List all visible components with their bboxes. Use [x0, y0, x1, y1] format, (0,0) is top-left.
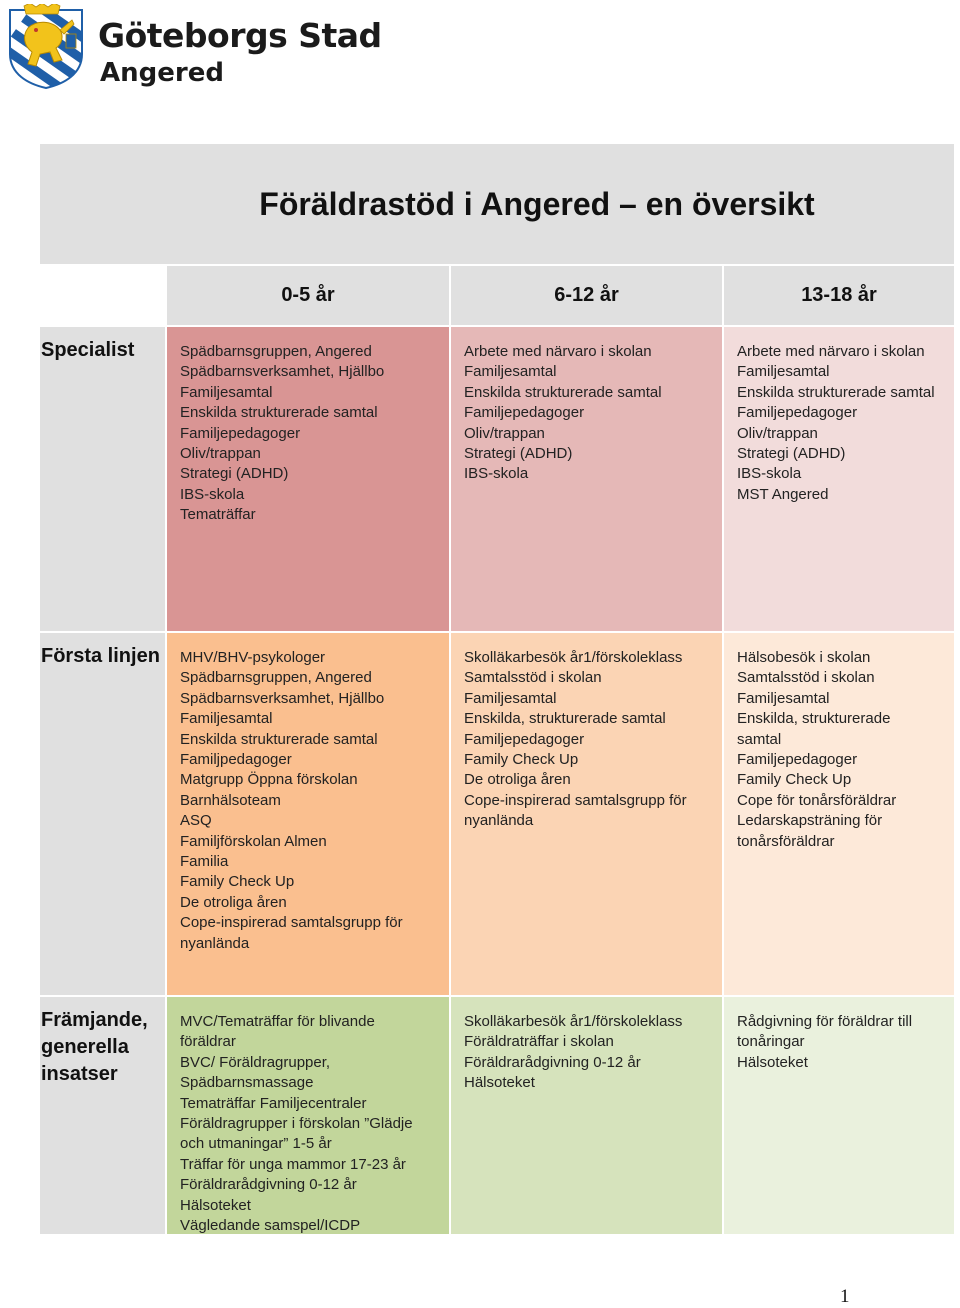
cell-forsta-linjen-6-12	[451, 633, 722, 995]
cell-forsta-linjen-13-18	[724, 633, 954, 995]
header-corner	[40, 266, 165, 325]
list-item: Enskilda strukturerade samtal	[737, 383, 935, 401]
list-item: Familjepedagoger	[464, 404, 585, 422]
column-header-6-12: 6-12 år	[451, 266, 722, 325]
list-item: nyanlända	[464, 812, 534, 830]
list-item: Tematräffar	[180, 506, 256, 524]
row-label-framjande: Främjande, generella insatser	[40, 997, 165, 1234]
item-list	[451, 997, 722, 1094]
list-item: De otroliga åren	[180, 893, 287, 911]
list-item: De otroliga åren	[464, 771, 571, 789]
list-item: Träffar för unga mammor 17-23 år	[180, 1155, 406, 1173]
list-item: och utmaningar” 1-5 år	[180, 1135, 332, 1153]
list-item: Familjpedagoger	[180, 751, 292, 769]
list-item: Hälsoteket	[180, 1196, 251, 1214]
list-item: Family Check Up	[464, 751, 579, 769]
list-item: Enskilda strukturerade samtal	[464, 383, 662, 401]
list-item: Samtalsstöd i skolan	[737, 669, 875, 687]
item-list	[167, 997, 449, 1236]
item-list	[451, 633, 722, 832]
list-item: tonårsföräldrar	[737, 832, 835, 850]
list-item: Oliv/trappan	[737, 424, 818, 442]
list-item: Family Check Up	[180, 873, 295, 891]
row-label-forsta-linjen: Första linjen	[40, 633, 165, 995]
list-item: föräldrar	[180, 1033, 236, 1051]
list-item: Ledarskapsträning för	[737, 812, 883, 830]
list-item: Föräldrarådgivning 0-12 år	[180, 1176, 357, 1194]
item-list	[167, 327, 449, 526]
list-item: Hälsoteket	[464, 1074, 535, 1092]
list-item: IBS-skola	[464, 465, 529, 483]
list-item: Arbete med närvaro i skolan	[737, 343, 925, 360]
list-item: Rådgivning för föräldrar till	[737, 1013, 913, 1030]
list-item: Family Check Up	[737, 771, 852, 789]
list-item: Familjepedagoger	[737, 404, 858, 422]
list-item: Vägledande samspel/ICDP	[180, 1217, 361, 1235]
list-item: IBS-skola	[737, 465, 802, 483]
list-item: samtal	[737, 730, 782, 748]
cell-specialist-0-5	[167, 327, 449, 631]
list-item: Föräldrarådgivning 0-12 år	[464, 1053, 641, 1071]
list-item: Spädbarnsgruppen, Angered	[180, 343, 372, 360]
list-item: Spädbarnsverksamhet, Hjällbo	[180, 363, 385, 381]
list-item: Arbete med närvaro i skolan	[464, 343, 652, 360]
list-item: Föräldraträffar i skolan	[464, 1033, 614, 1051]
page-number: 1	[840, 1286, 850, 1307]
list-item: MHV/BHV-psykologer	[180, 649, 326, 666]
cell-specialist-13-18	[724, 327, 954, 631]
item-list	[451, 327, 722, 485]
list-item: Hälsobesök i skolan	[737, 649, 871, 666]
list-item: Familia	[180, 853, 229, 871]
list-item: Spädbarnsverksamhet, Hjällbo	[180, 689, 385, 707]
list-item: nyanlända	[180, 934, 250, 952]
list-item: Familjesamtal	[180, 383, 273, 401]
list-item: Oliv/trappan	[464, 424, 545, 442]
list-item: MST Angered	[737, 485, 829, 503]
list-item: Samtalsstöd i skolan	[464, 669, 602, 687]
overview-table	[40, 144, 954, 1236]
list-item: BVC/ Föräldragrupper,	[180, 1053, 331, 1071]
cell-forsta-linjen-0-5	[167, 633, 449, 995]
cell-specialist-6-12	[451, 327, 722, 631]
item-list	[724, 633, 954, 852]
cell-framjande-0-5	[167, 997, 449, 1234]
brand-name: Göteborgs Stad	[98, 16, 382, 55]
row-label-specialist: Specialist	[40, 327, 165, 631]
item-list	[167, 633, 449, 954]
list-item: Hälsoteket	[737, 1053, 808, 1071]
list-item: Familjesamtal	[464, 363, 557, 381]
cell-framjande-6-12	[451, 997, 722, 1234]
list-item: Familjesamtal	[180, 710, 273, 728]
column-header-0-5: 0-5 år	[167, 266, 449, 325]
list-item: Strategi (ADHD)	[180, 465, 289, 483]
list-item: Familjesamtal	[737, 689, 830, 707]
list-item: Tematräffar Familjecentraler	[180, 1094, 367, 1112]
list-item: Familjesamtal	[737, 363, 830, 381]
cell-framjande-13-18	[724, 997, 954, 1234]
list-item: Matgrupp Öppna förskolan	[180, 771, 358, 789]
list-item: Skolläkarbesök år1/förskoleklass	[464, 1013, 683, 1030]
list-item: Familjepedagoger	[180, 424, 301, 442]
brand-district: Angered	[100, 58, 224, 88]
list-item: tonåringar	[737, 1033, 805, 1051]
list-item: Familjepedagoger	[737, 751, 858, 769]
title-band	[40, 144, 954, 264]
list-item: MVC/Tematräffar för blivande	[180, 1013, 375, 1030]
list-item: Spädbarnsmassage	[180, 1074, 314, 1092]
list-item: Oliv/trappan	[180, 445, 261, 463]
list-item: Enskilda strukturerade samtal	[180, 730, 378, 748]
list-item: Föräldragrupper i förskolan ”Glädje	[180, 1115, 413, 1133]
list-item: Barnhälsoteam	[180, 791, 281, 809]
list-item: ASQ	[180, 812, 212, 830]
list-item: Strategi (ADHD)	[737, 445, 846, 463]
item-list	[724, 997, 954, 1073]
list-item: IBS-skola	[180, 485, 245, 503]
list-item: Familjesamtal	[464, 689, 557, 707]
list-item: Strategi (ADHD)	[464, 445, 573, 463]
list-item: Skolläkarbesök år1/förskoleklass	[464, 649, 683, 666]
goteborg-coat-of-arms-logo	[6, 4, 86, 90]
column-header-13-18: 13-18 år	[724, 266, 954, 325]
list-item: Enskilda, strukturerade samtal	[464, 710, 666, 728]
list-item: Familjförskolan Almen	[180, 832, 327, 850]
list-item: Spädbarnsgruppen, Angered	[180, 669, 372, 687]
list-item: Enskilda, strukturerade	[737, 710, 891, 728]
list-item: Cope-inspirerad samtalsgrupp för	[180, 914, 403, 932]
item-list	[724, 327, 954, 505]
list-item: Enskilda strukturerade samtal	[180, 404, 378, 422]
page-title: Föräldrastöd i Angered – en översikt	[259, 185, 815, 222]
list-item: Familjepedagoger	[464, 730, 585, 748]
list-item: Cope-inspirerad samtalsgrupp för	[464, 791, 687, 809]
list-item: Cope för tonårsföräldrar	[737, 791, 897, 809]
